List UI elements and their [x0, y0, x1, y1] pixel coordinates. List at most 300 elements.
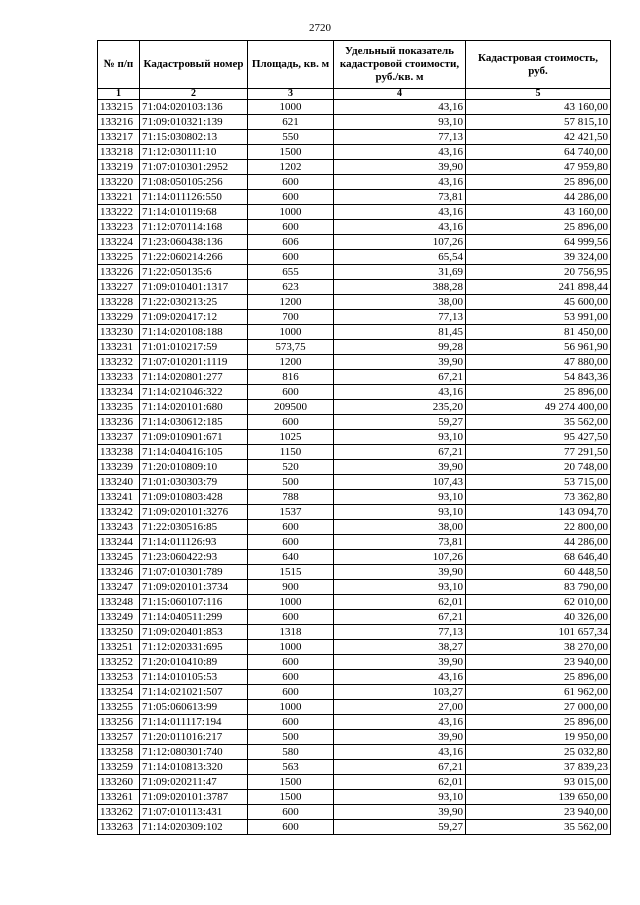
cell-area: 700	[248, 310, 334, 325]
header-row-number: № п/п	[98, 41, 140, 89]
cell-cadastral-number: 71:09:020417:12	[140, 310, 248, 325]
header-cadastral-number: Кадастровый номер	[140, 41, 248, 89]
cell-area: 209500	[248, 400, 334, 415]
cell-row-number: 133225	[98, 250, 140, 265]
table-row	[98, 805, 611, 820]
cell-unit-rate: 107,26	[334, 550, 466, 565]
cell-unit-rate: 59,27	[334, 820, 466, 835]
cell-cadastral-number: 71:08:050105:256	[140, 175, 248, 190]
cell-row-number: 133236	[98, 415, 140, 430]
cell-cadastral-cost: 39 324,00	[466, 250, 611, 265]
cell-cadastral-cost: 43 160,00	[466, 100, 611, 115]
cell-area: 1000	[248, 100, 334, 115]
table-row	[98, 475, 611, 490]
table-row	[98, 295, 611, 310]
cell-cadastral-number: 71:01:030303:79	[140, 475, 248, 490]
cell-area: 1000	[248, 595, 334, 610]
cell-unit-rate: 93,10	[334, 505, 466, 520]
table-row	[98, 535, 611, 550]
column-number: 1	[98, 89, 140, 100]
cell-cadastral-number: 71:14:020309:102	[140, 820, 248, 835]
table-row	[98, 520, 611, 535]
table-header-row	[98, 41, 611, 89]
cadastral-value-table	[97, 40, 611, 835]
cell-cadastral-cost: 25 896,00	[466, 715, 611, 730]
table-row	[98, 505, 611, 520]
cell-area: 1318	[248, 625, 334, 640]
cell-area: 1000	[248, 205, 334, 220]
cell-row-number: 133222	[98, 205, 140, 220]
cell-cadastral-number: 71:07:010301:789	[140, 565, 248, 580]
table-row	[98, 205, 611, 220]
cell-cadastral-number: 71:14:011126:93	[140, 535, 248, 550]
cell-row-number: 133239	[98, 460, 140, 475]
cell-area: 1150	[248, 445, 334, 460]
cell-cadastral-cost: 64 740,00	[466, 145, 611, 160]
cell-cadastral-cost: 20 756,95	[466, 265, 611, 280]
cell-row-number: 133262	[98, 805, 140, 820]
cell-row-number: 133229	[98, 310, 140, 325]
cell-unit-rate: 43,16	[334, 385, 466, 400]
cell-unit-rate: 65,54	[334, 250, 466, 265]
cell-area: 600	[248, 655, 334, 670]
cell-area: 600	[248, 175, 334, 190]
cell-row-number: 133217	[98, 130, 140, 145]
cell-area: 1500	[248, 145, 334, 160]
table-row	[98, 700, 611, 715]
cell-unit-rate: 43,16	[334, 715, 466, 730]
cell-cadastral-number: 71:07:010113:431	[140, 805, 248, 820]
cell-cadastral-number: 71:14:020108:188	[140, 325, 248, 340]
cell-cadastral-number: 71:23:060438:136	[140, 235, 248, 250]
page-number: 2720	[309, 22, 331, 34]
cell-unit-rate: 43,16	[334, 205, 466, 220]
cell-cadastral-number: 71:14:040416:105	[140, 445, 248, 460]
table-row	[98, 310, 611, 325]
cell-area: 600	[248, 820, 334, 835]
cell-unit-rate: 39,90	[334, 460, 466, 475]
cell-cadastral-number: 71:12:080301:740	[140, 745, 248, 760]
column-number: 5	[466, 89, 611, 100]
cell-unit-rate: 77,13	[334, 625, 466, 640]
cell-area: 623	[248, 280, 334, 295]
cell-cadastral-number: 71:20:011016:217	[140, 730, 248, 745]
column-number-row	[98, 89, 611, 100]
table-row	[98, 715, 611, 730]
table-row	[98, 745, 611, 760]
cell-cadastral-cost: 95 427,50	[466, 430, 611, 445]
cell-area: 600	[248, 610, 334, 625]
table-row	[98, 400, 611, 415]
table-row	[98, 115, 611, 130]
cell-unit-rate: 77,13	[334, 310, 466, 325]
cell-cadastral-cost: 62 010,00	[466, 595, 611, 610]
cell-area: 573,75	[248, 340, 334, 355]
cell-cadastral-cost: 101 657,34	[466, 625, 611, 640]
cell-cadastral-cost: 83 790,00	[466, 580, 611, 595]
cell-row-number: 133244	[98, 535, 140, 550]
cell-unit-rate: 43,16	[334, 220, 466, 235]
cell-unit-rate: 388,28	[334, 280, 466, 295]
cell-cadastral-cost: 47 959,80	[466, 160, 611, 175]
cell-area: 600	[248, 805, 334, 820]
cell-cadastral-cost: 27 000,00	[466, 700, 611, 715]
cell-cadastral-number: 71:09:020401:853	[140, 625, 248, 640]
table-row	[98, 625, 611, 640]
cell-cadastral-cost: 44 286,00	[466, 535, 611, 550]
cell-area: 655	[248, 265, 334, 280]
cell-row-number: 133240	[98, 475, 140, 490]
cell-row-number: 133237	[98, 430, 140, 445]
table-row	[98, 340, 611, 355]
table-row	[98, 430, 611, 445]
cell-cadastral-number: 71:09:020101:3734	[140, 580, 248, 595]
cell-unit-rate: 62,01	[334, 775, 466, 790]
cell-cadastral-cost: 25 896,00	[466, 175, 611, 190]
cell-cadastral-cost: 81 450,00	[466, 325, 611, 340]
column-number: 2	[140, 89, 248, 100]
cell-cadastral-number: 71:14:021021:507	[140, 685, 248, 700]
table-row	[98, 100, 611, 115]
cell-unit-rate: 107,26	[334, 235, 466, 250]
cell-unit-rate: 43,16	[334, 145, 466, 160]
table-row	[98, 370, 611, 385]
cell-cadastral-cost: 25 896,00	[466, 220, 611, 235]
table-row	[98, 760, 611, 775]
cell-area: 600	[248, 415, 334, 430]
cell-cadastral-cost: 44 286,00	[466, 190, 611, 205]
cell-row-number: 133223	[98, 220, 140, 235]
cell-row-number: 133218	[98, 145, 140, 160]
cell-cadastral-number: 71:09:020211:47	[140, 775, 248, 790]
cell-cadastral-number: 71:09:010901:671	[140, 430, 248, 445]
table-row	[98, 175, 611, 190]
cell-cadastral-cost: 19 950,00	[466, 730, 611, 745]
column-number: 3	[248, 89, 334, 100]
cell-cadastral-cost: 49 274 400,00	[466, 400, 611, 415]
cell-area: 1515	[248, 565, 334, 580]
cell-cadastral-cost: 93 015,00	[466, 775, 611, 790]
cell-unit-rate: 67,21	[334, 370, 466, 385]
table-row	[98, 610, 611, 625]
cell-unit-rate: 93,10	[334, 580, 466, 595]
cell-cadastral-number: 71:09:010803:428	[140, 490, 248, 505]
cell-row-number: 133234	[98, 385, 140, 400]
cell-cadastral-number: 71:14:011117:194	[140, 715, 248, 730]
cell-row-number: 133216	[98, 115, 140, 130]
cell-unit-rate: 43,16	[334, 100, 466, 115]
cell-cadastral-number: 71:14:010813:320	[140, 760, 248, 775]
cell-row-number: 133253	[98, 670, 140, 685]
cell-area: 1202	[248, 160, 334, 175]
cell-area: 1500	[248, 790, 334, 805]
cell-unit-rate: 38,00	[334, 520, 466, 535]
header-unit-rate: Удельный показатель кадастровой стоимости, руб./кв. м	[334, 41, 466, 89]
cell-cadastral-number: 71:01:010217:59	[140, 340, 248, 355]
cell-cadastral-number: 71:12:030111:10	[140, 145, 248, 160]
column-number: 4	[334, 89, 466, 100]
cell-cadastral-cost: 53 991,00	[466, 310, 611, 325]
cell-row-number: 133231	[98, 340, 140, 355]
cell-unit-rate: 62,01	[334, 595, 466, 610]
table-row	[98, 265, 611, 280]
cell-row-number: 133261	[98, 790, 140, 805]
table-row	[98, 145, 611, 160]
cell-cadastral-cost: 38 270,00	[466, 640, 611, 655]
table-row	[98, 235, 611, 250]
cell-row-number: 133227	[98, 280, 140, 295]
cell-area: 1200	[248, 355, 334, 370]
cell-cadastral-number: 71:12:070114:168	[140, 220, 248, 235]
header-cadastral-cost: Кадастровая стоимость, руб.	[466, 41, 611, 89]
cell-unit-rate: 235,20	[334, 400, 466, 415]
cell-cadastral-number: 71:15:060107:116	[140, 595, 248, 610]
cell-area: 520	[248, 460, 334, 475]
cell-cadastral-number: 71:23:060422:93	[140, 550, 248, 565]
table-row	[98, 640, 611, 655]
cell-row-number: 133252	[98, 655, 140, 670]
cell-cadastral-cost: 23 940,00	[466, 805, 611, 820]
header-area: Площадь, кв. м	[248, 41, 334, 89]
cell-area: 600	[248, 190, 334, 205]
cell-unit-rate: 43,16	[334, 670, 466, 685]
cell-cadastral-number: 71:22:030516:85	[140, 520, 248, 535]
cell-cadastral-number: 71:09:020101:3787	[140, 790, 248, 805]
cell-cadastral-cost: 23 940,00	[466, 655, 611, 670]
cell-unit-rate: 31,69	[334, 265, 466, 280]
cell-row-number: 133233	[98, 370, 140, 385]
table-row	[98, 655, 611, 670]
cell-row-number: 133220	[98, 175, 140, 190]
cell-area: 621	[248, 115, 334, 130]
table-row	[98, 490, 611, 505]
table-row	[98, 790, 611, 805]
cell-cadastral-cost: 25 032,80	[466, 745, 611, 760]
cell-cadastral-number: 71:14:010119:68	[140, 205, 248, 220]
table-row	[98, 385, 611, 400]
cell-area: 606	[248, 235, 334, 250]
cell-row-number: 133242	[98, 505, 140, 520]
cell-cadastral-cost: 40 326,00	[466, 610, 611, 625]
cell-area: 500	[248, 475, 334, 490]
cell-area: 600	[248, 520, 334, 535]
cell-cadastral-number: 71:09:010321:139	[140, 115, 248, 130]
cell-row-number: 133221	[98, 190, 140, 205]
cell-cadastral-number: 71:14:010105:53	[140, 670, 248, 685]
cell-cadastral-number: 71:09:020101:3276	[140, 505, 248, 520]
cell-row-number: 133263	[98, 820, 140, 835]
table-row	[98, 325, 611, 340]
cell-unit-rate: 103,27	[334, 685, 466, 700]
cell-area: 900	[248, 580, 334, 595]
cell-cadastral-cost: 73 362,80	[466, 490, 611, 505]
cell-cadastral-cost: 61 962,00	[466, 685, 611, 700]
cell-cadastral-number: 71:22:060214:266	[140, 250, 248, 265]
cell-area: 600	[248, 715, 334, 730]
cell-area: 500	[248, 730, 334, 745]
table-row	[98, 685, 611, 700]
cell-unit-rate: 43,16	[334, 745, 466, 760]
cell-area: 600	[248, 385, 334, 400]
cell-row-number: 133251	[98, 640, 140, 655]
cell-cadastral-cost: 68 646,40	[466, 550, 611, 565]
cell-cadastral-number: 71:12:020331:695	[140, 640, 248, 655]
cell-cadastral-number: 71:14:021046:322	[140, 385, 248, 400]
cell-cadastral-number: 71:20:010809:10	[140, 460, 248, 475]
cell-cadastral-cost: 53 715,00	[466, 475, 611, 490]
cell-unit-rate: 38,27	[334, 640, 466, 655]
cell-unit-rate: 39,90	[334, 805, 466, 820]
cell-unit-rate: 73,81	[334, 190, 466, 205]
table-row	[98, 190, 611, 205]
cell-area: 1025	[248, 430, 334, 445]
cell-cadastral-number: 71:07:010201:1119	[140, 355, 248, 370]
cell-unit-rate: 27,00	[334, 700, 466, 715]
cell-area: 640	[248, 550, 334, 565]
cell-cadastral-cost: 42 421,50	[466, 130, 611, 145]
table-row	[98, 415, 611, 430]
cell-unit-rate: 77,13	[334, 130, 466, 145]
cell-area: 600	[248, 220, 334, 235]
cell-row-number: 133228	[98, 295, 140, 310]
cell-cadastral-number: 71:14:011126:550	[140, 190, 248, 205]
cell-area: 1500	[248, 775, 334, 790]
table-row	[98, 160, 611, 175]
cell-row-number: 133246	[98, 565, 140, 580]
cell-row-number: 133230	[98, 325, 140, 340]
cell-unit-rate: 93,10	[334, 115, 466, 130]
cell-cadastral-cost: 35 562,00	[466, 415, 611, 430]
cell-cadastral-cost: 47 880,00	[466, 355, 611, 370]
cell-row-number: 133254	[98, 685, 140, 700]
table-row	[98, 220, 611, 235]
cell-area: 1000	[248, 325, 334, 340]
table-row	[98, 130, 611, 145]
cell-unit-rate: 99,28	[334, 340, 466, 355]
table-row	[98, 460, 611, 475]
cell-unit-rate: 107,43	[334, 475, 466, 490]
cell-row-number: 133245	[98, 550, 140, 565]
cell-cadastral-cost: 43 160,00	[466, 205, 611, 220]
cell-cadastral-cost: 35 562,00	[466, 820, 611, 835]
cell-cadastral-number: 71:14:020801:277	[140, 370, 248, 385]
cell-area: 1200	[248, 295, 334, 310]
cell-area: 1537	[248, 505, 334, 520]
cell-area: 580	[248, 745, 334, 760]
table-body	[98, 100, 611, 835]
table-row	[98, 580, 611, 595]
cell-row-number: 133219	[98, 160, 140, 175]
table-row	[98, 595, 611, 610]
cell-unit-rate: 39,90	[334, 160, 466, 175]
cell-unit-rate: 73,81	[334, 535, 466, 550]
cell-cadastral-number: 71:14:020101:680	[140, 400, 248, 415]
cell-cadastral-cost: 20 748,00	[466, 460, 611, 475]
cell-cadastral-cost: 45 600,00	[466, 295, 611, 310]
cell-cadastral-number: 71:22:050135:6	[140, 265, 248, 280]
cell-area: 563	[248, 760, 334, 775]
cell-unit-rate: 93,10	[334, 430, 466, 445]
table-row	[98, 250, 611, 265]
cell-cadastral-cost: 77 291,50	[466, 445, 611, 460]
cell-area: 600	[248, 250, 334, 265]
cell-cadastral-cost: 57 815,10	[466, 115, 611, 130]
cell-cadastral-cost: 64 999,56	[466, 235, 611, 250]
cell-cadastral-cost: 56 961,90	[466, 340, 611, 355]
cell-row-number: 133248	[98, 595, 140, 610]
cell-area: 816	[248, 370, 334, 385]
cell-row-number: 133226	[98, 265, 140, 280]
table-row	[98, 670, 611, 685]
cell-cadastral-cost: 25 896,00	[466, 670, 611, 685]
cell-row-number: 133224	[98, 235, 140, 250]
cell-row-number: 133250	[98, 625, 140, 640]
cell-row-number: 133238	[98, 445, 140, 460]
table-row	[98, 280, 611, 295]
cell-cadastral-number: 71:07:010301:2952	[140, 160, 248, 175]
cell-unit-rate: 67,21	[334, 760, 466, 775]
cell-unit-rate: 39,90	[334, 565, 466, 580]
cell-cadastral-number: 71:05:060613:99	[140, 700, 248, 715]
cell-cadastral-cost: 241 898,44	[466, 280, 611, 295]
cell-row-number: 133243	[98, 520, 140, 535]
cell-area: 600	[248, 535, 334, 550]
cell-unit-rate: 43,16	[334, 175, 466, 190]
cell-unit-rate: 93,10	[334, 490, 466, 505]
cell-cadastral-cost: 25 896,00	[466, 385, 611, 400]
table-row	[98, 550, 611, 565]
cell-cadastral-cost: 22 800,00	[466, 520, 611, 535]
table-row	[98, 820, 611, 835]
cell-unit-rate: 67,21	[334, 445, 466, 460]
cell-area: 1000	[248, 700, 334, 715]
cell-area: 600	[248, 670, 334, 685]
cell-cadastral-cost: 54 843,36	[466, 370, 611, 385]
cell-row-number: 133255	[98, 700, 140, 715]
cell-unit-rate: 39,90	[334, 355, 466, 370]
cell-unit-rate: 81,45	[334, 325, 466, 340]
table-row	[98, 565, 611, 580]
cell-unit-rate: 39,90	[334, 730, 466, 745]
cell-row-number: 133249	[98, 610, 140, 625]
cell-row-number: 133260	[98, 775, 140, 790]
cell-cadastral-cost: 37 839,23	[466, 760, 611, 775]
cell-cadastral-cost: 139 650,00	[466, 790, 611, 805]
table-row	[98, 730, 611, 745]
cell-cadastral-number: 71:14:030612:185	[140, 415, 248, 430]
cell-area: 788	[248, 490, 334, 505]
cell-row-number: 133259	[98, 760, 140, 775]
cell-unit-rate: 38,00	[334, 295, 466, 310]
cell-cadastral-cost: 60 448,50	[466, 565, 611, 580]
table-row	[98, 445, 611, 460]
cell-area: 550	[248, 130, 334, 145]
cell-cadastral-number: 71:22:030213:25	[140, 295, 248, 310]
cell-unit-rate: 67,21	[334, 610, 466, 625]
cell-cadastral-cost: 143 094,70	[466, 505, 611, 520]
cell-unit-rate: 93,10	[334, 790, 466, 805]
table-row	[98, 775, 611, 790]
cell-area: 600	[248, 685, 334, 700]
table-row	[98, 355, 611, 370]
cell-unit-rate: 59,27	[334, 415, 466, 430]
cell-cadastral-number: 71:04:020103:136	[140, 100, 248, 115]
cell-row-number: 133215	[98, 100, 140, 115]
cell-row-number: 133232	[98, 355, 140, 370]
cell-cadastral-number: 71:09:010401:1317	[140, 280, 248, 295]
cell-row-number: 133241	[98, 490, 140, 505]
cell-unit-rate: 39,90	[334, 655, 466, 670]
